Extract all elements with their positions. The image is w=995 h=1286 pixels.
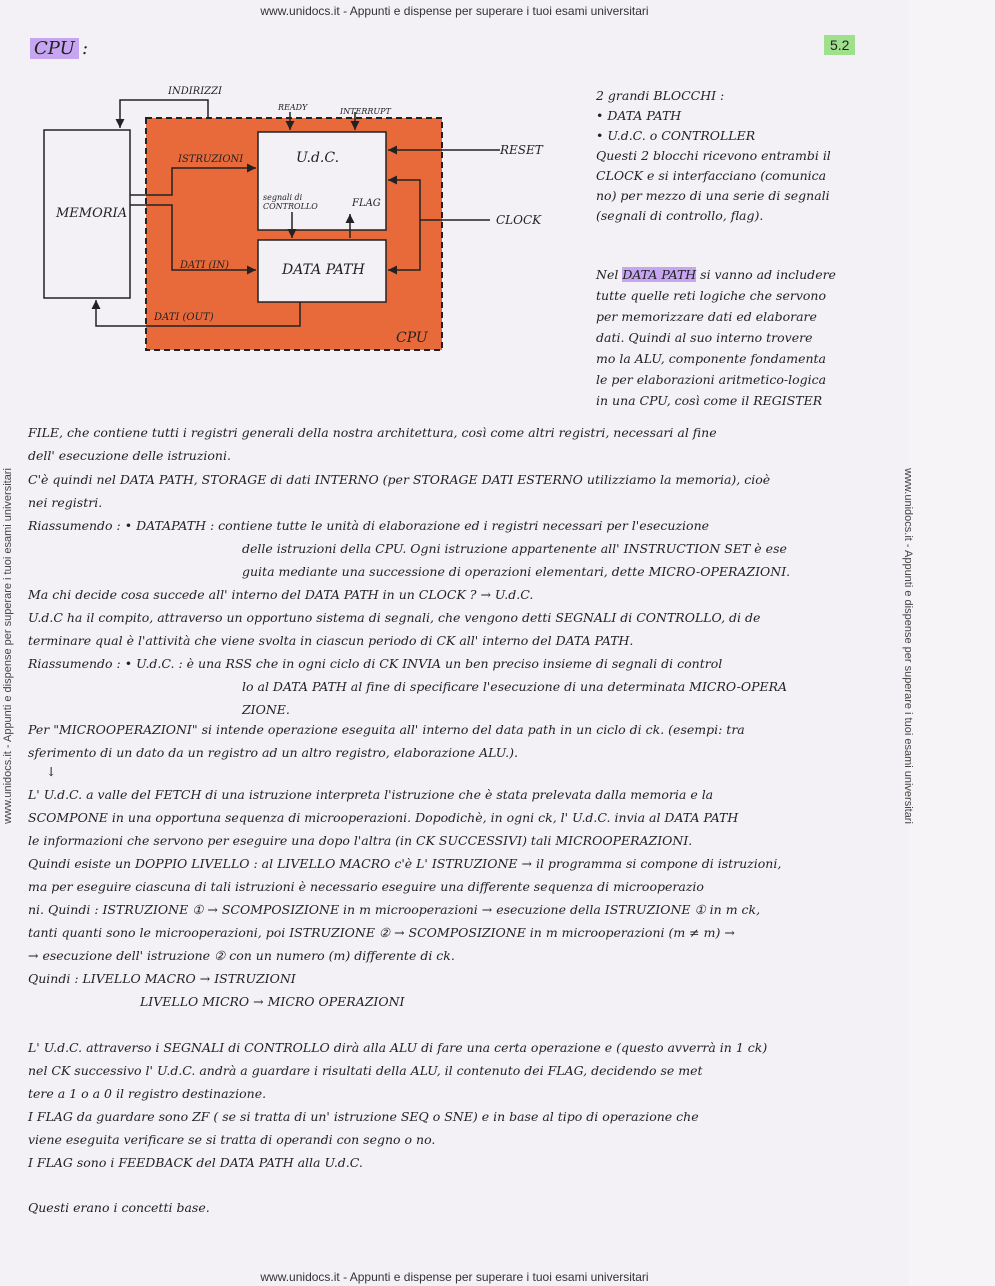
body-line: tere a 1 o a 0 il registro destinazione. xyxy=(28,1086,267,1101)
body-line: Per "MICROOPERAZIONI" si intende operazione eseguita all' interno del data path in un ciclo di ck. (esempi: tra xyxy=(28,722,745,737)
note-line: 2 grandi BLOCCHI : xyxy=(596,88,725,103)
body-line: Ma chi decide cosa succede all' interno del DATA PATH in un CLOCK ? → U.d.C. xyxy=(28,587,534,602)
note-line: tutte quelle reti logiche che servono xyxy=(596,288,826,303)
label-dati-in: DATI (IN) xyxy=(180,260,229,271)
body-line: LIVELLO MICRO → MICRO OPERAZIONI xyxy=(140,994,405,1009)
page-number: 5.2 xyxy=(824,35,855,55)
label-memoria: MEMORIA xyxy=(56,206,128,221)
body-line: Riassumendo : • U.d.C. : è una RSS che in ogni ciclo di CK INVIA un ben preciso insieme di segnali di control xyxy=(28,656,723,671)
body-line: I FLAG sono i FEEDBACK del DATA PATH alla U.d.C. xyxy=(28,1155,363,1170)
udc-box xyxy=(258,132,386,230)
label-data-path: DATA PATH xyxy=(282,262,365,278)
body-line: delle istruzioni della CPU. Ogni istruzione appartenente all' INSTRUCTION SET è ese xyxy=(242,541,787,556)
body-line: Questi erano i concetti base. xyxy=(28,1200,210,1215)
body-line: viene eseguita verificare se si tratta di operandi con segno o no. xyxy=(28,1132,436,1147)
label-udc: U.d.C. xyxy=(296,150,340,166)
page-title: CPU xyxy=(30,38,79,59)
note-line: CLOCK e si interfacciano (comunica xyxy=(596,168,827,183)
body-line: ni. Quindi : ISTRUZIONE ① → SCOMPOSIZIONE in m microoperazioni → esecuzione della ISTRUZIONE ① in m ck, xyxy=(28,902,761,917)
note-line: no) per mezzo di una serie di segnali xyxy=(596,188,830,203)
body-line: SCOMPONE in una opportuna sequenza di microoperazioni. Dopodichè, in ogni ck, l' U.d.C. invia al DATA PATH xyxy=(28,810,739,825)
title-colon: : xyxy=(82,38,89,59)
label-flag: FLAG xyxy=(352,198,381,209)
note-line: in una CPU, così come il REGISTER xyxy=(596,393,823,408)
body-line: Riassumendo : • DATAPATH : contiene tutte le unità di elaborazione ed i registri necessari per l'esecuzione xyxy=(28,518,710,533)
body-line: dell' esecuzione delle istruzioni. xyxy=(28,448,231,463)
label-ready: READY xyxy=(278,103,308,112)
highlight-data-path: DATA PATH xyxy=(622,267,697,282)
body-line: I FLAG da guardare sono ZF ( se si tratta di un' istruzione SEQ o SNE) e in base al tipo di operazione che xyxy=(28,1109,699,1124)
body-line: → esecuzione dell' istruzione ② con un numero (m) differente di ck. xyxy=(28,948,455,963)
note-line: Questi 2 blocchi ricevono entrambi il xyxy=(596,148,831,163)
watermark-top: www.unidocs.it - Appunti e dispense per superare i tuoi esami universitari xyxy=(260,4,649,18)
arrow-down: ↓ xyxy=(46,764,57,779)
body-line: guita mediante una successione di operazioni elementari, dette MICRO-OPERAZIONI. xyxy=(242,564,791,579)
note-line: per memorizzare dati ed elaborare xyxy=(596,309,817,324)
notes-blocks xyxy=(596,86,831,226)
note-line: • U.d.C. o CONTROLLER xyxy=(596,128,756,143)
watermark-side-right: www.unidocs.it - Appunti e dispense per superare i tuoi esami universitari xyxy=(901,468,914,824)
body-line: nel CK successivo l' U.d.C. andrà a guardare i risultati della ALU, il contenuto dei FLAG, decidendo se met xyxy=(28,1063,703,1078)
label-clock: CLOCK xyxy=(496,213,542,227)
body-line: lo al DATA PATH al fine di specificare l'esecuzione di una determinata MICRO-OPERA xyxy=(242,679,788,694)
body-line: L' U.d.C. attraverso i SEGNALI di CONTROLLO dirà alla ALU di fare una certa operazione e (questo avverrà in 1 ck) xyxy=(28,1040,768,1055)
label-reset: RESET xyxy=(500,143,543,157)
label-segnali: segnali di CONTROLLO xyxy=(263,193,318,211)
watermark-bottom: www.unidocs.it - Appunti e dispense per superare i tuoi esami universitari xyxy=(260,1270,649,1284)
note-line: mo la ALU, componente fondamenta xyxy=(596,351,826,366)
body-line: L' U.d.C. a valle del FETCH di una istruzione interpreta l'istruzione che è stata prelevata dalla memoria e la xyxy=(28,787,714,802)
note-line: (segnali di controllo, flag). xyxy=(596,208,764,223)
body-line: C'è quindi nel DATA PATH, STORAGE di dati INTERNO (per STORAGE DATI ESTERNO utilizziamo la memoria), cioè xyxy=(28,472,771,487)
body-line: FILE, che contiene tutti i registri generali della nostra architettura, così come altri registri, necessari al fine xyxy=(28,425,717,440)
body-line: le informazioni che servono per eseguire una dopo l'altra (in CK SUCCESSIVI) tali MICROOPERAZIONI. xyxy=(28,833,693,848)
label-dati-out: DATI (OUT) xyxy=(154,312,214,323)
label-cpu: CPU xyxy=(396,330,428,346)
watermark-side-left: www.unidocs.it - Appunti e dispense per superare i tuoi esami universitari xyxy=(1,468,14,824)
body-line: ZIONE. xyxy=(242,702,290,717)
body-line: U.d.C ha il compito, attraverso un opportuno sistema di segnali, che vengono detti SEGNALI di CONTROLLO, di de xyxy=(28,610,761,625)
label-interrupt: INTERRUPT xyxy=(340,107,391,116)
body-line: nei registri. xyxy=(28,495,103,510)
note-line: • DATA PATH xyxy=(596,108,682,123)
body-line: terminare qual è l'attività che viene svolta in ciascun periodo di CK all' interno del DATA PATH. xyxy=(28,633,634,648)
note-line: le per elaborazioni aritmetico-logica xyxy=(596,372,827,387)
body-line: Quindi : LIVELLO MACRO → ISTRUZIONI xyxy=(28,971,296,986)
note-line: dati. Quindi al suo interno trovere xyxy=(596,330,813,345)
label-indirizzi: INDIRIZZI xyxy=(168,86,222,97)
body-line: Quindi esiste un DOPPIO LIVELLO : al LIVELLO MACRO c'è L' ISTRUZIONE → il programma si compone di istruzioni, xyxy=(28,856,782,871)
body-line: ma per eseguire ciascuna di tali istruzioni è necessario eseguire una differente sequenza di microoperazio xyxy=(28,879,704,894)
label-istruzioni: ISTRUZIONI xyxy=(178,154,244,165)
body-line: sferimento di un dato da un registro ad un altro registro, elaborazione ALU.). xyxy=(28,745,518,760)
note-line: Nel DATA PATH si vanno ad includere xyxy=(596,267,836,282)
notes-data-path xyxy=(596,264,836,411)
body-line: tanti quanti sono le microoperazioni, poi ISTRUZIONE ② → SCOMPOSIZIONE in m microoperazioni (m ≠ m) → xyxy=(28,925,735,940)
